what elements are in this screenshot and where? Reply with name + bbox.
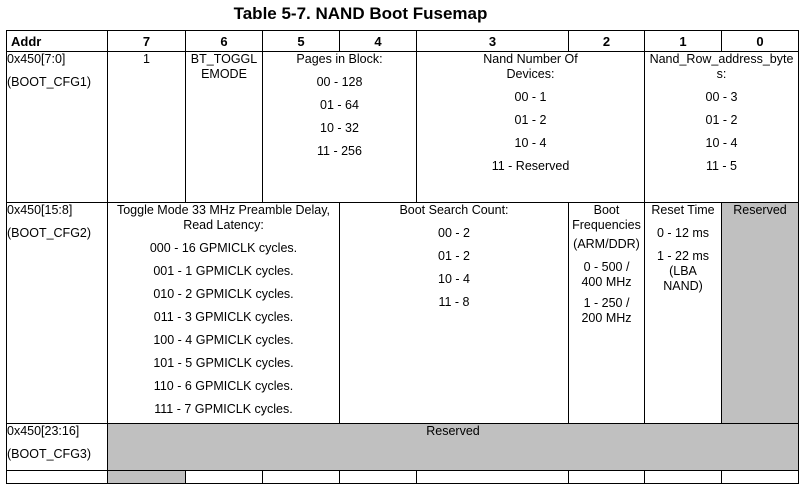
reset-option-1-line1: 1 - 22 ms bbox=[656, 249, 710, 263]
header-bit-3: 3 bbox=[417, 31, 569, 52]
freq-option-1-line2: 200 MHz bbox=[581, 311, 632, 325]
bit7-value: 1 bbox=[143, 52, 150, 66]
addr-value: 0x450[7:0] bbox=[7, 52, 66, 66]
pages-option: 00 - 128 bbox=[316, 75, 363, 89]
reset-option-0: 0 - 12 ms bbox=[656, 226, 710, 240]
freq-option-1-line1: 1 - 250 / bbox=[583, 296, 630, 310]
row-addr-option: 11 - 5 bbox=[705, 159, 738, 173]
reset-time-cell bbox=[645, 203, 722, 424]
header-bit-4: 4 bbox=[340, 31, 417, 52]
boot-frequencies-cell bbox=[569, 203, 645, 424]
pages-option: 11 - 256 bbox=[317, 144, 362, 158]
table-row-boot-cfg3 bbox=[7, 424, 799, 471]
freq-title-line1: Boot bbox=[593, 203, 620, 217]
table-row-boot-cfg2 bbox=[7, 203, 799, 424]
reserved-span-cell bbox=[108, 424, 799, 471]
search-option: 10 - 4 bbox=[438, 272, 470, 286]
toggle-option: 111 - 7 GPMICLK cycles. bbox=[154, 402, 293, 416]
header-bit-2: 2 bbox=[569, 31, 645, 52]
table-row-partial bbox=[7, 471, 799, 484]
toggle-option: 001 - 1 GPMICLK cycles. bbox=[153, 264, 294, 278]
devices-title-line1: Nand Number Of bbox=[483, 52, 578, 66]
addr-register: (BOOT_CFG3) bbox=[7, 447, 92, 461]
search-option: 11 - 8 bbox=[438, 295, 470, 309]
bit6-label-line1: BT_TOGGL bbox=[190, 52, 258, 66]
toggle-option: 010 - 2 GPMICLK cycles. bbox=[153, 287, 294, 301]
toggle-mode-cell bbox=[108, 203, 340, 424]
header-addr: Addr bbox=[7, 31, 108, 52]
search-option: 01 - 2 bbox=[438, 249, 470, 263]
freq-title-line2: Frequencies bbox=[572, 218, 641, 232]
addr-cell bbox=[7, 424, 108, 471]
search-title: Boot Search Count: bbox=[399, 203, 509, 217]
toggle-option: 000 - 16 GPMICLK cycles. bbox=[149, 241, 298, 255]
bit7-cell bbox=[108, 52, 186, 203]
reserved-label: Reserved bbox=[733, 203, 787, 217]
pages-option: 10 - 32 bbox=[320, 121, 359, 135]
table-row-boot-cfg1 bbox=[7, 52, 799, 203]
reset-option-1-line3: NAND) bbox=[663, 279, 703, 293]
addr-value: 0x450[23:16] bbox=[7, 424, 80, 438]
header-row bbox=[7, 31, 799, 52]
bit0-reserved-cell bbox=[722, 203, 799, 424]
header-bit-5: 5 bbox=[263, 31, 340, 52]
addr-register: (BOOT_CFG1) bbox=[7, 75, 92, 89]
devices-option: 10 - 4 bbox=[514, 136, 547, 150]
row-addr-option: 00 - 3 bbox=[705, 90, 738, 104]
table-title: Table 5-7. NAND Boot Fusemap bbox=[233, 4, 488, 23]
row-addr-title-line1: Nand_Row_address_byte bbox=[649, 52, 794, 66]
addr-cell bbox=[7, 52, 108, 203]
toggle-option: 100 - 4 GPMICLK cycles. bbox=[153, 333, 294, 347]
row-addr-option: 01 - 2 bbox=[705, 113, 738, 127]
header-bit-6: 6 bbox=[186, 31, 263, 52]
nand-devices-cell bbox=[417, 52, 645, 203]
toggle-option: 101 - 5 GPMICLK cycles. bbox=[153, 356, 294, 370]
fusemap-table bbox=[6, 30, 799, 484]
addr-cell bbox=[7, 203, 108, 424]
devices-option: 00 - 1 bbox=[514, 90, 547, 104]
toggle-option: 011 - 3 GPMICLK cycles. bbox=[153, 310, 294, 324]
row-addr-option: 10 - 4 bbox=[705, 136, 738, 150]
reserved-label: Reserved bbox=[426, 424, 480, 438]
header-bit-1: 1 bbox=[645, 31, 722, 52]
freq-subtitle: (ARM/DDR) bbox=[573, 237, 640, 251]
toggle-title-line2: Read Latency: bbox=[183, 218, 264, 232]
header-bit-7: 7 bbox=[108, 31, 186, 52]
freq-option-0-line2: 400 MHz bbox=[581, 275, 632, 289]
toggle-title-line1: Toggle Mode 33 MHz Preamble Delay, bbox=[116, 203, 331, 217]
reset-option-1-line2: (LBA bbox=[669, 264, 697, 278]
search-option: 00 - 2 bbox=[438, 226, 470, 240]
header-bit-0: 0 bbox=[722, 31, 799, 52]
devices-option: 01 - 2 bbox=[514, 113, 547, 127]
toggle-option: 110 - 6 GPMICLK cycles. bbox=[153, 379, 294, 393]
pages-option: 01 - 64 bbox=[320, 98, 359, 112]
bit6-label-line2: EMODE bbox=[201, 67, 247, 81]
reset-title: Reset Time bbox=[651, 203, 715, 217]
addr-value: 0x450[15:8] bbox=[7, 203, 73, 217]
devices-title-line2: Devices: bbox=[506, 67, 555, 81]
row-addr-title-line2: s: bbox=[716, 67, 727, 81]
addr-register: (BOOT_CFG2) bbox=[7, 226, 92, 240]
freq-option-0-line1: 0 - 500 / bbox=[583, 260, 630, 274]
pages-in-block-cell bbox=[263, 52, 417, 203]
row-address-bytes-cell bbox=[645, 52, 799, 203]
devices-option: 11 - Reserved bbox=[491, 159, 570, 173]
pages-title: Pages in Block: bbox=[296, 52, 383, 66]
boot-search-count-cell bbox=[340, 203, 569, 424]
bit6-cell bbox=[186, 52, 263, 203]
